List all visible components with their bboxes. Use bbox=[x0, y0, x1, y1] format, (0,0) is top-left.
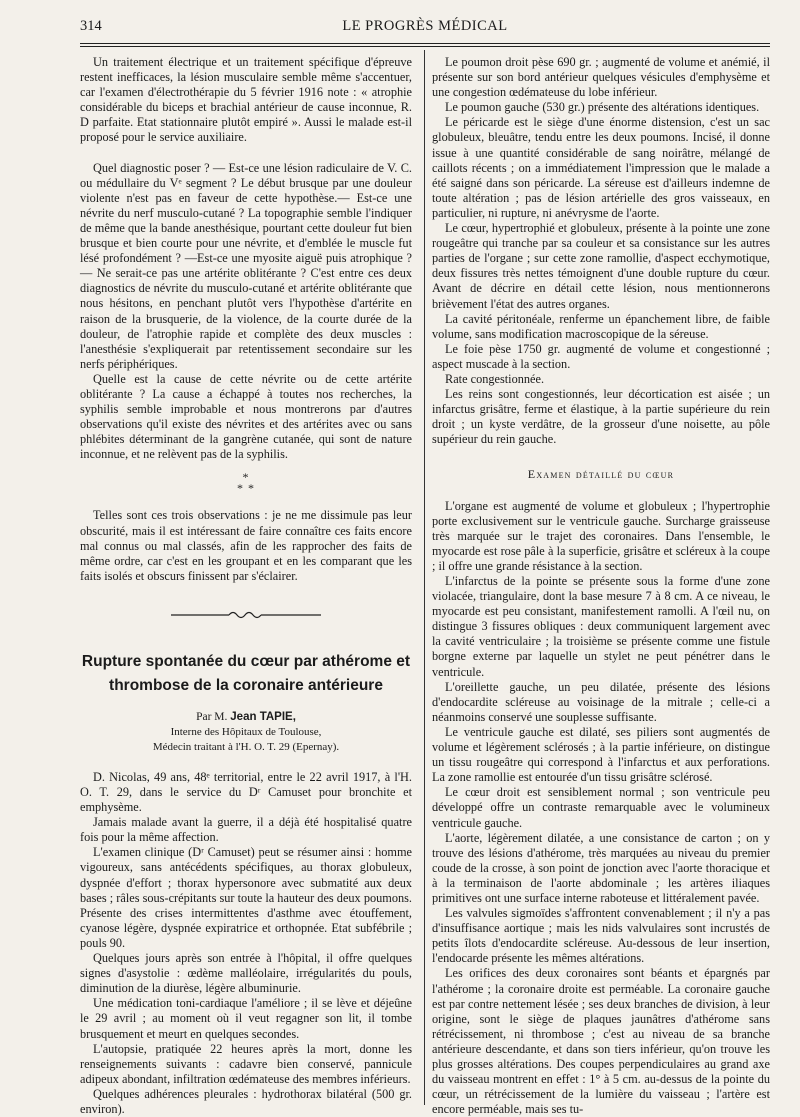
paragraph: Rate congestionnée. bbox=[445, 371, 545, 386]
paragraph: L'infarctus de la pointe se présente sous la forme d'une zone violacée, triangulaire, dont la base mesure 7 à 8 cm. A ce niveau, le myocarde est peu consistant, manifestement ramolli. A l'œil nu, on distingue 3 fissures obliques : deux communiquent largement avec la cavité ventriculaire ; la troisième se présente comme une fistule borgne externe par laquelle un stylet ne peut pénétrer dans le ventricule. bbox=[432, 574, 770, 679]
paragraph: Quelle est la cause de cette névrite ou de cette artérite oblitérante ? La cause a échappé à toutes nos recherches, la syphilis semble improbable et nous montrerons par d'autres observations qu'il existe des névrites et des artérites avec ou sans phlébites déterminant de la gangrène cutanée, qui sont de nature inconnue, et ne relèvent pas de la syphilis. bbox=[80, 371, 412, 462]
paragraph: Les reins sont congestionnés, leur décortication est aisée ; un infarctus grisâtre, ferme et élastique, à la partie supérieure du rein droit ; un kyste verdâtre, de la grosseur d'une noisette, au pôle supérieur du rein gauche. bbox=[432, 387, 770, 447]
paragraph: Le ventricule gauche est dilaté, ses piliers sont augmentés de volume et légèrement sclérosés ; à la partie inférieure, on distingue un tissu rougeâtre qui correspond à l'infarctus et aux perforations. La zone ramollie est entourée d'un tissu grisâtre sclérosé. bbox=[432, 724, 770, 785]
paragraph: Le poumon droit pèse 690 gr. ; augmenté de volume et anémié, il présente sur son bord antérieur quelques vésicules d'emphysème et une congestion œdémateuse du lobe inférieur. bbox=[432, 55, 770, 100]
star-top: * bbox=[242, 470, 250, 485]
paragraph: Telles sont ces trois observations : je ne me dissimule pas leur obscurité, mais il est intéressant de faire connaître ces faits encore mal connus ou mal classés, afin de les rapprocher des faits de même ordre, car c'est en les groupant et en les comparant que les faits isolés et obscurs finissent par s'éclairer. bbox=[80, 508, 412, 583]
paragraph: Le poumon gauche (530 gr.) présente des altérations identiques. bbox=[445, 100, 760, 115]
page-header bbox=[80, 18, 770, 46]
paragraph: Les orifices des deux coronaires sont béants et épargnés par l'athérome ; la coronaire droite est perméable. La coronaire gauche est par contre nettement lésée ; ses deux branches de division, à leur origine, sont le siège de plaques jaunâtres d'athérome sans rétrécissement, ni thrombose ; c'est au niveau de sa branche antérieure descendante, et dans son tiers inférieur, qu'on trouve les plus grosses altérations. Des coupes perpendiculaires au grand axe du vaisseau montrent en effet : 1° à 5 cm. au-dessus de la pointe du cœur, un rétrécissement de la lumière du vaisseau ; l'artère est encore perméable, mais ses tu- bbox=[432, 966, 770, 1117]
paragraph: Quelques adhérences pleurales : hydrothorax bilatéral (500 gr. environ). bbox=[80, 1086, 412, 1116]
star-bottom: * * bbox=[237, 481, 255, 496]
paragraph: Quel diagnostic poser ? — Est-ce une lésion radiculaire de V. C. ou médullaire du Vᵉ segment ? Le début brusque par une douleur violente n'est pas en faveur de cette hypothèse.— Est-ce une névrite du nerf musculo-cutané ? La topographie semble l'indiquer de même que la bande anesthésique, pourtant cette douleur fut bien brusque et bien courte pour une névrite, et d'emblée le muscle fut lésé profondément ? —Est-ce une myosite aiguë puis atrophique ? — Ne serait-ce pas une artérite oblitérante ? C'est entre ces deux diagnostics de névrite du musculo-cutané et artérite oblitérante que nous hésitons, en penchant plutôt vers l'hypothèse d'artérite en raison de la brusquerie, de la violence, de la courte durée de la douleur, de l'atrophie rapide et complète des deux muscles : l'anesthésie s'expliquerait par retentissement secondaire sur les nerfs périphériques. bbox=[80, 160, 412, 371]
paragraph: L'examen clinique (Dʳ Camuset) peut se résumer ainsi : homme vigoureux, sans antécédents spécifiques, au thorax globuleux, dyspnée d'effort ; thorax hypersonore avec submatité aux deux bases ; râles sous-crépitants sur toute la hauteur des deux poumons. Présente des crises intermittentes d'asthme avec étouffement, cyanose légère, dyspnée expiratrice et orthopnée. Etat subfébrile ; pouls 90. bbox=[80, 845, 412, 950]
author-affiliation: Interne des Hôpitaux de Toulouse, bbox=[170, 725, 322, 738]
paragraph: Quelques jours après son entrée à l'hôpital, il offre quelques signes d'asystolie : œdème malléolaire, irrégularités du pouls, diminution de la diurèse, légère albuminurie. bbox=[80, 951, 412, 996]
paragraph: Une médication toni-cardiaque l'améliore ; il se lève et déjeûne le 29 avril ; au moment où il veut regagner son lit, il tombe brusquement et meurt en quelques secondes. bbox=[80, 996, 412, 1041]
header-rule bbox=[80, 43, 770, 44]
article-title-line: Rupture spontanée du cœur par athérome et bbox=[81, 652, 411, 670]
paragraph: D. Nicolas, 49 ans, 48ᵉ territorial, entre le 22 avril 1917, à l'H. O. T. 29, dans le service du Dʳ Camuset pour bronchite et emphysème. bbox=[80, 769, 412, 815]
paragraph: La cavité péritonéale, renferme un épanchement libre, de faible volume, sans modification macroscopique de la séreuse. bbox=[432, 311, 770, 341]
byline-prefix: Par M. bbox=[196, 710, 228, 723]
paragraph: Le cœur, hypertrophié et globuleux, présente à la pointe une zone rougeâtre qui tranche par sa couleur et sa consistance sur les autres parties de l'organe ; sur cette zone ramollie, d'aspect ecchymotique, deux fissures très nettes témoignent d'une double rupture du cœur. Avant de décrire en détail cette lésion, nous mentionnerons brièvement l'état des autres organes. bbox=[432, 221, 770, 311]
paragraph: L'oreillette gauche, un peu dilatée, présente des lésions d'endocardite scléreuse au voisinage de la mitrale ; celle-ci a néanmoins conservé une souplesse suffisante. bbox=[432, 679, 770, 724]
paragraph: L'aorte, légèrement dilatée, a une consistance de carton ; on y trouve des lésions d'athérome, très marquées au niveau du premier coude de la crosse, à son point de jonction avec l'aorte thoracique et à la terminaison de l'aorte abdominale ; les artères iliaques primitives ont une surface interne raboteuse et littéralement pavée. bbox=[432, 830, 770, 905]
paragraph: Un traitement électrique et un traitement spécifique d'épreuve restent inefficaces, la lésion musculaire semble même s'accentuer, car l'examen d'électrothérapie du 5 février 1916 note : « atrophie considérable du biceps et brachial antérieur de cause inconnue, R. D parfaite. Etat stationnaire plutôt empiré ». Aussi le malade est-il proposé pour le service auxiliaire. bbox=[80, 55, 412, 145]
paragraph: Le péricarde est le siège d'une énorme distension, c'est un sac globuleux, bleuâtre, tendu entre les deux poumons. Incisé, il donne issue à une quantité considérable de sang noirâtre, mélangé de caillots récents ; on a immédiatement l'impression que le malade a été saigné dans son péricarde. La séreuse est d'ailleurs indemne de toute altération ; pas de lésion artérielle des gros vaisseaux, en particulier, ni rupture, ni anévrysme de l'aorte. bbox=[432, 115, 770, 220]
left-column bbox=[80, 55, 412, 1117]
right-column bbox=[432, 55, 770, 1117]
flourish-divider bbox=[171, 610, 321, 620]
section-heading: Examen détaillé du cœur bbox=[527, 467, 675, 482]
page-number: 314 bbox=[80, 18, 102, 34]
paragraph: Le foie pèse 1750 gr. augmenté de volume et congestionné ; aspect muscade à la section. bbox=[432, 341, 770, 371]
paragraph: L'organe est augmenté de volume et globuleux ; l'hypertrophie porte exclusivement sur le ventricule gauche. Surcharge graisseuse très marquée sur le trajet des coronaires. Dans l'ensemble, le myocarde est rose pâle à la superficie, grisâtre et scléreux à la coupe ; il offre une grande résistance à la section. bbox=[432, 498, 770, 573]
author-name: Jean TAPIE, bbox=[230, 710, 296, 723]
paragraph: Le cœur droit est sensiblement normal ; son ventricule peu développé offre un contraste remarquable avec le volumineux ventricule gauche. bbox=[432, 785, 770, 830]
article-title-line: thrombose de la coronaire antérieure bbox=[109, 676, 383, 694]
header-rule bbox=[80, 46, 770, 47]
article-title bbox=[80, 650, 412, 698]
paragraph: L'autopsie, pratiquée 22 heures après la mort, donne les renseignements suivants : cadavre bien conservé, pannicule adipeux abondant, infiltration œdémateuse des membres inférieurs. bbox=[80, 1041, 412, 1086]
paragraph: Les valvules sigmoïdes s'affrontent convenablement ; il n'y a pas d'insuffisance aortique ; mais les nids valvulaires sont incrustés de petits îlots d'endocardite scléreuse. Au-dessous de leur insertion, l'endocarde présente les mêmes altérations. bbox=[432, 906, 770, 966]
paragraph: Jamais malade avant la guerre, il a déjà été hospitalisé quatre fois pour la même affection. bbox=[80, 815, 412, 845]
byline bbox=[80, 710, 412, 725]
column-divider bbox=[424, 50, 425, 1105]
journal-title: LE PROGRÈS MÉDICAL bbox=[342, 18, 508, 34]
author-affiliation: Médecin traitant à l'H. O. T. 29 (Epernay). bbox=[152, 740, 340, 753]
section-stars bbox=[80, 472, 412, 494]
